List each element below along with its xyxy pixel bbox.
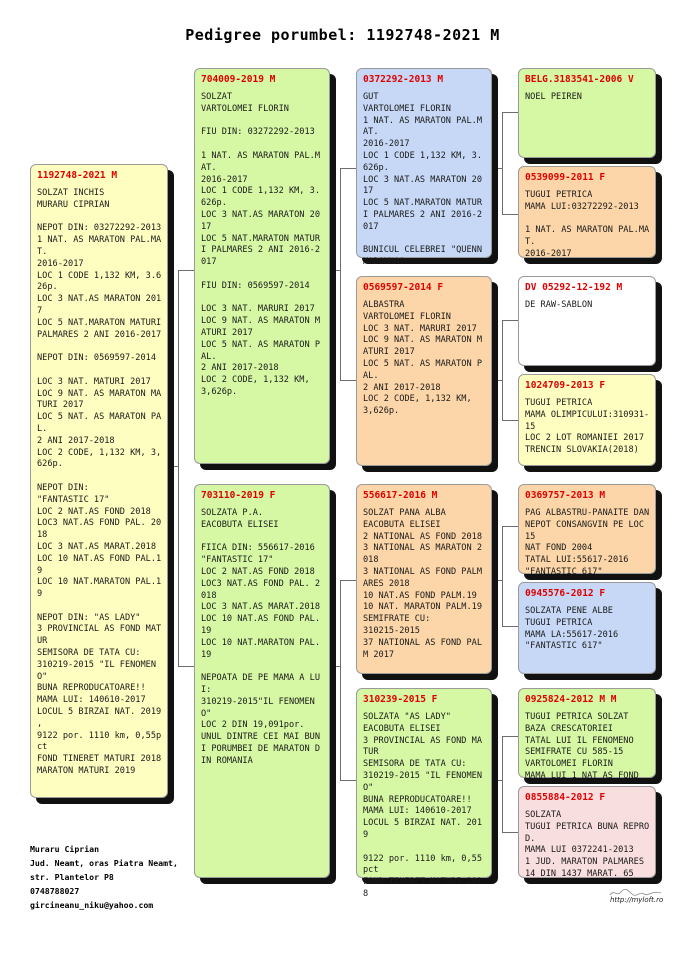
connector-line bbox=[502, 112, 503, 214]
connector-line bbox=[340, 168, 356, 169]
pigeon-details: SOLZAT INCHIS MURARU CIPRIAN NEPOT DIN: 03272292-2013 1 NAT. AS MARATON PAL.MAT. 2016-2017 LOC 1 CODE 1,132 KM, 3.626p. LOC 3 NAT.AS MARATON 2017 LOC 5 NAT.MARATON MATURI PALMARES 2 ANI 2016-2017 NEPOT DIN: 0569597-2014 LOC 3 NAT. MATURI 2017 LOC 9 NAT. AS MARATON MATURI 2017 LOC 5 NAT. AS MARATON PAL. 2 ANI 2017-2018 LOC 2 CODE, 1,132 KM, 3,626p. NEPOT DIN: "FANTASTIC 17" LOC 2 NAT.AS FOND 2018 LOC3 NAT.AS FOND PAL. 2018 LOC 3 NAT.AS MARAT.2018 LOC 10 NAT.AS FOND PAL.19 LOC 10 NAT.MARATON PAL.19 NEPOT DIN: "AS LADY" 3 PROVINCIAL AS FOND MATUR SEMISORA DE TATA CU: 310219-2015 "IL FENOMENO" BUNA REPRODUCATOARE!! MAMA LUI: 140610-2017 LOCUL 5 BIRZAI NAT. 2019 , 9122 por. 1110 km, 0,55pct FOND TINERET MATURI 2018 MARATON MATURI 2019 bbox=[37, 188, 162, 777]
connector-line bbox=[502, 214, 518, 215]
ring-code: 310239-2015 F bbox=[363, 694, 438, 705]
pigeon-details: TUGUI PETRICA MAMA OLIMPICULUI:310931-15 LOC 2 LOT ROMANIEI 2017 TRENCIN SLOVAKIA(2018) bbox=[525, 398, 650, 456]
ring-code: 703110-2019 F bbox=[201, 490, 276, 501]
pigeon-details: NOEL PEIREN bbox=[525, 92, 582, 102]
pigeon-details: ALBASTRA VARTOLOMEI FLORIN LOC 3 NAT. MARURI 2017 LOC 9 NAT. AS MARATON MATURI 2017 LOC 5 NAT. AS MARATON PAL. 2 ANI 2017-2018 LOC 2 CODE, 1,132 KM, 3,626p. bbox=[363, 300, 482, 417]
owner-name: Muraru Ciprian bbox=[30, 844, 100, 854]
pigeon-details: SOLZATA TUGUI PETRICA BUNA REPROD. MAMA LUI 0372241-2013 1 JUD. MARATON PALMARES 14 DIN 1437 MARAT. 65 bbox=[525, 810, 650, 879]
pigeon-details: SOLZAT PANA ALBA EACOBUTA ELISEI 2 NATIONAL AS FOND 2018 3 NATIONAL AS MARATON 2018 3 NATIONAL AS FOND PALMARES 2018 10 NAT.AS FOND PALM.19 10 NAT. MARATON PALM.19 SEMIFRATE CU: 310215-2015 37 NATIONAL AS FOND PALM 2017 bbox=[363, 508, 482, 660]
site-url[interactable]: http://myloft.ro bbox=[610, 896, 664, 904]
grandsire-maternal-card bbox=[356, 484, 492, 674]
pigeon-details: TUGUI PETRICA SOLZAT BAZA CRESCATORIEI TATAL LUI IL FENOMENO SEMIFRATE CU 585-15 VARTOLOMEI FLORIN MAMA LUI 1 NAT AS FOND bbox=[525, 712, 639, 781]
pigeon-details: SOLZATA P.A. EACOBUTA ELISEI FIICA DIN: 556617-2016 "FANTASTIC 17" LOC 2 NAT.AS FOND 2018 LOC3 NAT.AS FOND PAL. 2018 LOC 3 NAT.AS MARAT.2018 LOC 10 NAT.AS FOND PAL.19 LOC 10 NAT.MARATON PAL.19 NEPOATA DE PE MAMA A LUI: 310219-2015"IL FENOMENO" LOC 2 DIN 19,091por. UNUL DINTRE CEI MAI BUNI PORUMBEI DE MARATON DIN ROMANIA bbox=[201, 508, 320, 766]
owner-phone: 0748788027 bbox=[30, 886, 80, 896]
connector-line bbox=[502, 320, 503, 420]
connector-line bbox=[178, 666, 194, 667]
connector-line bbox=[502, 526, 503, 626]
pigeon-details: SOLZAT VARTOLOMEI FLORIN FIU DIN: 03272292-2013 1 NAT. AS MARATON PAL.MAT. 2016-2017 LOC 1 CODE 1,132 KM, 3.626p. LOC 3 NAT.AS MARATON 2017 LOC 5 NAT.MARATON MATURI PALMARES 2 ANI 2016-2017 FIU DIN: 0569597-2014 LOC 3 NAT. MARURI 2017 LOC 9 NAT. AS MARATON MATURI 2017 LOC 5 NAT. AS MARATON PAL. 2 ANI 2017-2018 LOC 2 CODE, 1,132 KM, 3,626p. bbox=[201, 92, 320, 397]
connector-line bbox=[340, 380, 356, 381]
great-grandparent-card bbox=[518, 582, 656, 674]
connector-line bbox=[502, 112, 518, 113]
ring-code: 0372292-2013 M bbox=[363, 74, 444, 85]
connector-line bbox=[492, 780, 502, 781]
sire-card bbox=[194, 68, 330, 464]
connector-line bbox=[502, 736, 503, 832]
ring-code: 0945576-2012 F bbox=[525, 588, 606, 599]
ring-code: 704009-2019 M bbox=[201, 74, 276, 85]
ring-code: 0539099-2011 F bbox=[525, 172, 606, 183]
connector-line bbox=[168, 466, 178, 467]
connector-line bbox=[178, 270, 194, 271]
connector-line bbox=[340, 780, 356, 781]
ring-code: BELG.3183541-2006 V bbox=[525, 74, 634, 85]
owner-address: Jud. Neamt, oras Piatra Neamt, bbox=[30, 858, 178, 868]
owner-contact bbox=[30, 842, 178, 912]
pigeon-details: TUGUI PETRICA MAMA LUI:03272292-2013 1 NAT. AS MARATON PAL.MAT. 2016-2017 bbox=[525, 190, 650, 259]
connector-line bbox=[330, 666, 340, 667]
owner-street: str. Plantelor P8 bbox=[30, 872, 114, 882]
ring-code: DV 05292-12-192 M bbox=[525, 282, 623, 293]
owner-email[interactable]: gircineanu_niku@yahoo.com bbox=[30, 900, 154, 910]
great-grandparent-card bbox=[518, 374, 656, 466]
pigeon-details: SOLZATA PENE ALBE TUGUI PETRICA MAMA LA:55617-2016 "FANTASTIC 617" bbox=[525, 606, 619, 652]
ring-code: 556617-2016 M bbox=[363, 490, 438, 501]
connector-line bbox=[502, 420, 518, 421]
great-grandparent-card bbox=[518, 786, 656, 878]
connector-line bbox=[492, 580, 502, 581]
connector-line bbox=[502, 320, 518, 321]
ring-code: 0855884-2012 F bbox=[525, 792, 606, 803]
connector-line bbox=[502, 736, 518, 737]
connector-line bbox=[502, 832, 518, 833]
connector-line bbox=[330, 270, 340, 271]
ring-code: 0369757-2013 M bbox=[525, 490, 606, 501]
connector-line bbox=[178, 270, 179, 666]
dam-card bbox=[194, 484, 330, 878]
ring-code: 0925824-2012 M M bbox=[525, 694, 617, 705]
great-grandparent-card bbox=[518, 166, 656, 258]
connector-line bbox=[340, 168, 341, 380]
connector-line bbox=[492, 168, 502, 169]
connector-line bbox=[502, 626, 518, 627]
grandsire-paternal-card bbox=[356, 68, 492, 268]
ring-code: 1192748-2021 M bbox=[37, 170, 118, 181]
great-grandparent-card bbox=[518, 276, 656, 366]
ring-code: 0569597-2014 F bbox=[363, 282, 444, 293]
connector-line bbox=[502, 526, 518, 527]
pigeon-details: DE RAW-SABLON bbox=[525, 300, 593, 310]
granddam-maternal-card bbox=[356, 688, 492, 899]
great-grandparent-card bbox=[518, 484, 656, 577]
pigeon-details: SOLZATA "AS LADY" EACOBUTA ELISEI 3 PROVINCIAL AS FOND MATUR SEMISORA DE TATA CU: 310219-2015 "IL FENOMENO" BUNA REPRODUCATOARE!! MAMA LUI: 140610-2017 LOCUL 5 BIRZAI NAT. 2019 9122 por. 1110 km, 0,55pct FOND TINERET MATURI 2018 bbox=[363, 712, 482, 899]
connector-line bbox=[340, 580, 356, 581]
subject-card bbox=[30, 164, 168, 798]
connector-line bbox=[340, 580, 341, 780]
page-title: Pedigree porumbel: 1192748-2021 M bbox=[185, 26, 500, 44]
ring-code: 1024709-2013 F bbox=[525, 380, 606, 391]
great-grandparent-card bbox=[518, 688, 656, 781]
connector-line bbox=[492, 380, 502, 381]
pigeon-details: PAG ALBASTRU-PANAITE DAN NEPOT CONSANGVIN PE LOC 15 NAT FOND 2004 TATAL LUI:55617-2016 "FANTASTIC 617" bbox=[525, 508, 650, 577]
granddam-paternal-card bbox=[356, 276, 492, 466]
pigeon-details: GUT VARTOLOMEI FLORIN 1 NAT. AS MARATON PAL.MAT. 2016-2017 LOC 1 CODE 1,132 KM, 3.626p. LOC 3 NAT.AS MARATON 2017 LOC 5 NAT.MARATON MATURI PALMARES 2 ANI 2016-2017 BUNICUL CELEBREI "QUENN MADONNA" bbox=[363, 92, 482, 268]
great-grandparent-card bbox=[518, 68, 656, 158]
